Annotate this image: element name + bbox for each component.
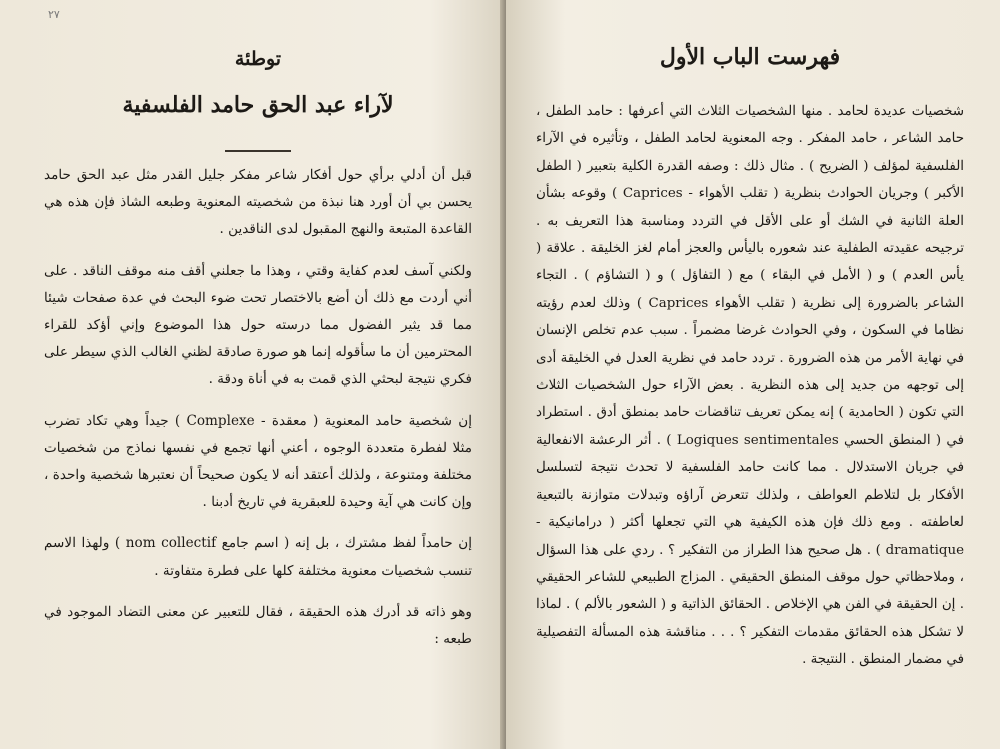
title-line-2: لآراء عبد الحق حامد الفلسفية — [122, 92, 394, 118]
right-page-title: فهرست الباب الأول — [659, 44, 841, 70]
right-page — [506, 0, 1000, 749]
title-divider — [225, 150, 291, 152]
title-line-1: توطئة — [234, 48, 282, 70]
paragraph: قبل أن أدلي برأي حول أفكار شاعر مفكر جليل القدر مثل عبد الحق حامد يحسن بي أن أورد هنا نبذة من شخصيته المعنوية وطبعه الشاذ فإن هذه هي القاعدة المتبعة والنهج المقبول لدى الناقدين . — [44, 167, 472, 238]
paragraph: شخصيات عديدة لحامد . منها الشخصيات الثلاث التي أعرفها : حامد الطفل ، حامد الشاعر ، حامد المفكر . وجه المعنوية لحامد الطفل ، وتأثيره في الآراء الفلسفية لمؤلف ( الضريح ) . مثال ذلك : وصفه القدرة الكلية بتعبير ( الطفل الأكبر ) وجريان الحوادث بنظرية ( تقلب الأهواء - Caprices ) وقوعه بشأن العلة الثانية في الشك أو على الأقل في التردد ومناسبة هذا التعريف به . ترجيحه عقيدته الطفلية عند شعوره باليأس والعجز أمام لغز الخليقة . علاقة ( يأس العدم ) و ( الأمل في البقاء ) مع ( التفاؤل ) و ( التشاؤم ) . التجاء الشاعر بالضرورة إلى نظرية ( تقلب الأهواء Caprices ) وذلك لعدم رؤيته نظاما في السكون ، وفي الحوادث غرضا مضمراً . سبب عدم تخلص الإنسان في نهاية الأمر من هذه الضرورة . تردد حامد في نظرية العدل في الخليقة أدى إلى توجهه من جديد إلى هذه النظرية . بعض الآراء حول الشخصيات الثلاث التي تكون ( الحامدية ) إنه يمكن تعريف تناقضات حامد بمنطق أدق . استطراد في ( المنطق الحسي Logiques sentimentales ) . أثر الرعشة الانفعالية في جريان الاستدلال . مما كانت حامد الفلسفية لا تحدث نتيجة لتسلسل الأفكار بل لتلاطم العواطف ، ولذلك تتعرض آراؤه وتبدلات متوازنة بالتبعية لعاطفته . ومع ذلك فإن هذه الكيفية هي التي تجعلها أكثر ( درامانيكية - dramatique ) . هل صحيح هذا الطراز من التفكير ؟ . ردي على هذا السؤال ، وملاحظاتي حول موقف المنطق الحقيقي . المزاج الطبيعي للشاعر الحقيقي . إن الحقيقة في الفن هي الإخلاص . الحقائق الذاتية و ( الشعور بالألم ) . لماذا لا تشكل هذه الحقائق مقدمات التفكير ؟ . . . مناقشة هذه المسألة التفصيلية في مضمار المنطق . النتيجة . — [536, 104, 964, 668]
paragraph: ولكني آسف لعدم كفاية وقتي ، وهذا ما جعلني أقف منه موقف الناقد . على أني أردت مع ذلك أن أضع بالاختصار تحت ضوء البحث في عدة صفحات شيئا مما قد يثير الفضول مما درسته حول هذا الموضوع وإني أؤكد للقراء المحترمين أن ما سأقوله إنما هو صورة صادقة لظني الغالب الذي سيطر على فكري نتيجة لبحثي الذي قمت به في أناة ودقة . — [44, 262, 472, 388]
paragraph: وهو ذاته قد أدرك هذه الحقيقة ، فقال للتعبير عن معنى التضاد الموجود في طبعه : — [44, 603, 472, 648]
paragraph: إن شخصية حامد المعنوية ( معقدة - Complexe ) جيداً وهي تكاد تضرب مثلا لفطرة متعددة الوجوه ، أعني أنها تجمع في نفسها نماذج من شخصيات مختلفة ومتنوعة ، ولذلك أعتقد أنه لا يكون صحيحاً أن نعتبرها شخصية واحدة ، وإن كانت هي آية وحيدة للعبقرية في تاريخ أدبنا . — [44, 412, 472, 511]
left-page-title — [44, 48, 472, 118]
paragraph: إن حامداً لفظ مشترك ، بل إنه ( اسم جامع nom collectif ) ولهذا الاسم تنسب شخصيات معنوية مختلفة كلها على فطرة متفاوتة . — [44, 535, 472, 579]
page-number: ٢٧ — [48, 8, 60, 21]
